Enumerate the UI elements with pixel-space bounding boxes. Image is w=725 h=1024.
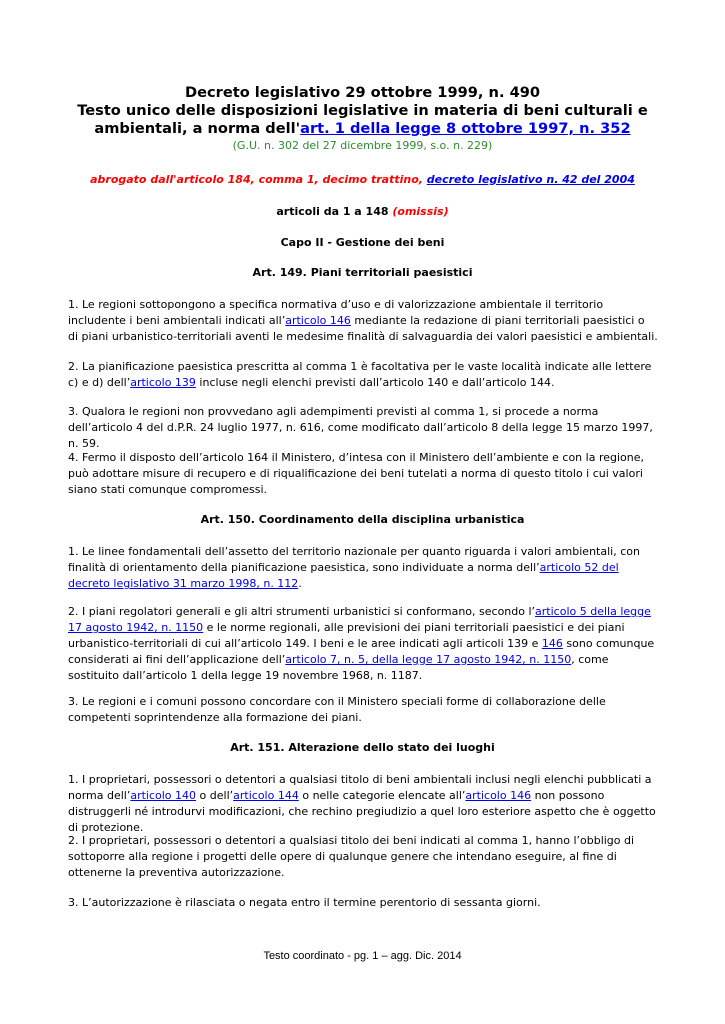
abrogation-text: abrogato dall'articolo 184, comma 1, decimo trattino, [90,173,427,186]
art-151-p1-text-d: non possono distruggerli né introdurvi modificazioni, che rechino pregiudizio a quel loro esteriore aspetto che è oggetto di protezione. [68,789,656,834]
art-151-heading: Art. 151. Alterazione dello stato dei luoghi [230,741,495,754]
art-149-paragraph-3: 3. Qualora le regioni non provvedano agli adempimenti previsti al comma 1, si procede a norma dell’articolo 4 del d.P.R. 24 luglio 1977, n. 616, come modificato dall’articolo 8 della legge 15 marzo 1997, n. 59. [68,405,653,450]
page-footer: Testo coordinato - pg. 1 – agg. Dic. 2014 [263,950,462,962]
art-150-p2-text-a: 2. I piani regolatori generali e gli altri strumenti urbanistici si conformano, secondo l’ [68,605,536,618]
art-150-heading: Art. 150. Coordinamento della disciplina urbanistica [200,513,525,526]
title-line-3 [60,120,665,138]
articoli-omissis [40,205,685,218]
art-150-paragraph-1 [68,544,658,592]
title-line-2: Testo unico delle disposizioni legislative in materia di beni culturali e [77,102,648,119]
articolo-144-link[interactable]: articolo 144 [233,789,299,802]
legge-1150-art5-link[interactable]: articolo 5 della legge 17 agosto 1942, n. 1150 [68,605,651,634]
art-149-paragraph-4: 4. Fermo il disposto dell’articolo 164 il Ministero, d’intesa con il Ministero dell’ambiente e con la regione, può adottare misure di recupero e di riqualificazione dei beni tutelati a norma di questo titolo i cui valori siano stati comunque compromessi. [68,451,644,496]
art-151-paragraph-2: 2. I proprietari, possessori o detentori a qualsiasi titolo dei beni indicati al comma 1, hanno l’obbligo di sottoporre alla regione i progetti delle opere di qualunque genere che intendano eseguire, al fine di ottenerne la preventiva autorizzazione. [68,834,635,879]
capo-heading: Capo II - Gestione dei beni [280,236,445,249]
art-150-p1-text-a: 1. Le linee fondamentali dell’assetto del territorio nazionale per quanto riguarda i valori ambientali, con finalità di orientamento della pianificazione paesistica, sono individuate a norma dell’ [68,545,640,574]
articolo-139-link[interactable]: articolo 139 [130,376,196,389]
art-149-paragraph-2 [68,359,658,391]
document-title [60,84,665,138]
art-149-p2-text-a: 2. La pianificazione paesistica prescritta al comma 1 è facoltativa per le vaste località indicate alle lettere c) e d) dell’ [68,360,652,389]
art-150-p2-text-c: sono comunque considerati ai fini dell’applicazione dell’ [68,637,655,666]
art-151-p1-text-a: 1. I proprietari, possessori o detentori a qualsiasi titolo di beni ambientali inclusi negli elenchi pubblicati a norma dell’ [68,773,652,802]
art-151-paragraph-1 [68,772,658,836]
art-150-p1-text-b: . [298,577,302,590]
art-150-paragraph-2 [68,604,658,684]
art-151-paragraph-3: 3. L’autorizzazione è rilasciata o negata entro il termine perentorio di sessanta giorni. [68,896,541,909]
legge-1150-art7-link[interactable]: articolo 7, n. 5, della legge 17 agosto 1942, n. 1150 [285,653,572,666]
art-149-p1-text-b: mediante la redazione di piani territoriali paesistici o di piani urbanistico-territoriali aventi le medesime finalità di salvaguardia dei valori paesistici e ambientali. [68,314,658,343]
art-149-heading: Art. 149. Piani territoriali paesistici [252,266,473,279]
title-line-3-text: ambientali, a norma dell' [94,120,301,137]
articolo-146-link[interactable]: articolo 146 [285,314,351,327]
art-150-paragraph-3: 3. Le regioni e i comuni possono concordare con il Ministero speciali forme di collaborazione delle competenti soprintendenze alla formazione dei piani. [68,695,606,724]
art-151-p1-text-b: o dell’ [196,789,234,802]
articoli-label: articoli da 1 a 148 [276,205,393,218]
art-149-p1-text-a: 1. Le regioni sottopongono a specifica normativa d’uso e di valorizzazione ambientale il territorio includente i beni ambientali indicati all’ [68,298,604,327]
dlgs-42-2004-link[interactable]: decreto legislativo n. 42 del 2004 [426,173,635,186]
dlgs-112-1998-link[interactable]: articolo 52 del decreto legislativo 31 marzo 1998, n. 112 [68,561,619,590]
art-149-p2-text-b: incluse negli elenchi previsti dall’articolo 140 e dall’articolo 144. [195,376,555,389]
art-149-paragraph-1 [68,297,658,345]
art-150-p2-text-d: , come sostituito dall’articolo 1 della legge 19 novembre 1968, n. 1187. [68,653,609,682]
title-line-1: Decreto legislativo 29 ottobre 1999, n. 490 [184,84,541,101]
gazzetta-ufficiale-ref: (G.U. n. 302 del 27 dicembre 1999, s.o. n. 229) [232,139,493,152]
art-151-p1-text-c: o nelle categorie elencate all’ [298,789,466,802]
articolo-146-ref-link[interactable]: 146 [541,637,563,650]
art-150-p2-text-b: e le norme regionali, alle previsioni dei piani territoriali paesistici e dei piani urbanistico-territoriali di cui all’articolo 149. I beni e le aree indicati agli articoli 139 e [68,621,625,650]
articolo-140-link[interactable]: articolo 140 [130,789,197,802]
legge-352-link[interactable]: art. 1 della legge 8 ottobre 1997, n. 352 [300,120,631,137]
articolo-146-link-2[interactable]: articolo 146 [465,789,532,802]
omissis-label: (omissis) [392,205,449,218]
abrogation-note [40,173,685,186]
